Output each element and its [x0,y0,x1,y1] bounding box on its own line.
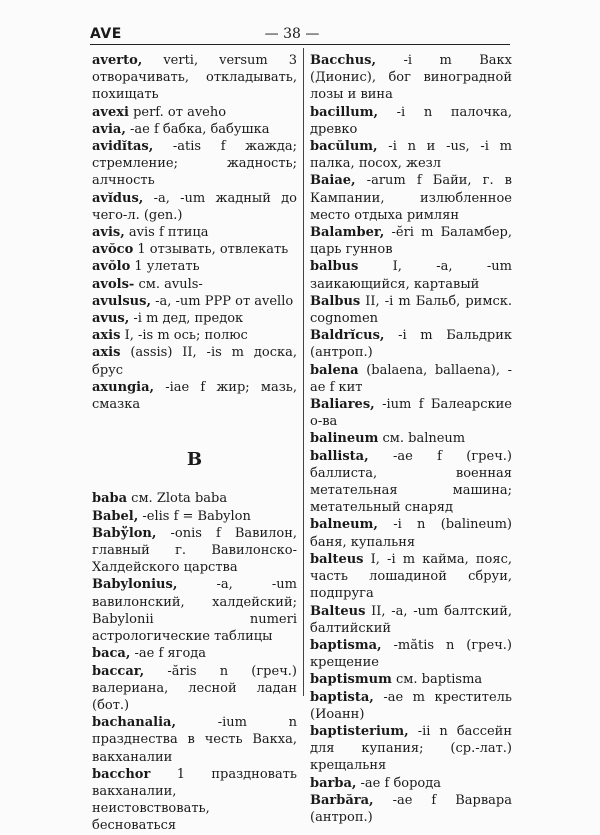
entry-headword: Babўlon, [92,525,157,541]
entry-headword: bacillum, [310,104,378,120]
dictionary-entry [92,663,297,715]
section-letter: B [186,449,203,471]
right-column-entries [310,52,512,826]
dictionary-entry [92,525,297,577]
entry-headword: avŏlo [92,259,131,275]
dictionary-entry [310,448,512,517]
entry-definition: avis f птица [124,225,209,241]
entry-headword: baccar, [92,663,145,679]
dictionary-entry [310,430,512,447]
entry-headword: baptisterium, [310,723,409,739]
entry-headword: avidĭtas, [92,139,154,155]
entry-definition: -a, -um PPP от avello [150,293,294,309]
dictionary-entry [92,766,297,835]
entry-definition: -ae f бабка, бабушка [125,121,270,137]
entry-headword: Barbăra, [310,792,374,808]
entry-definition: II, -a, -um балтский, балтийский [310,603,512,636]
dictionary-entry [92,310,297,327]
page-number: — 38 — [264,26,320,42]
entry-headword: avus, [92,311,130,327]
entry-headword: baca, [92,646,131,662]
dictionary-entry [92,138,297,190]
entry-headword: axis [92,345,121,361]
entry-headword: avis, [92,225,125,241]
entry-headword: balneum, [310,517,378,533]
running-head: AVE [90,26,122,42]
entry-headword: balbus [310,259,359,275]
dictionary-entry [92,327,297,344]
entry-definition: -onis f Вавилон, главный г. Вавилонско-Халдейского царства [92,525,297,576]
entry-definition: 1 улетать [130,259,200,275]
entry-definition: 1 отзывать, отвлекать [133,242,289,258]
entry-definition: -a, -um жадный до чего-л. (gen.) [92,190,297,223]
entry-definition: -ae f борода [356,775,442,791]
dictionary-entry [310,671,512,688]
dictionary-entry [310,362,512,396]
left-column-entries-bottom [92,490,297,834]
entry-definition: -elis f = Babylon [138,508,251,524]
dictionary-entry [310,723,512,775]
dictionary-entry [92,224,297,241]
dictionary-entry [310,224,512,258]
entry-definition: -arum f Байи, г. в Кампании, излюбленное место отдыха римлян [310,173,512,223]
entry-headword: Baldrĭcus, [310,328,385,344]
entry-headword: Baliares, [310,397,375,413]
dictionary-entry [92,190,297,224]
dictionary-entry [310,138,512,172]
entry-definition: -i m Вакх (Дионис), бог виноградной лозы и вина [310,53,512,103]
dictionary-entry [310,516,512,550]
right-column [310,52,512,826]
dictionary-entry [92,52,297,104]
dictionary-entry [92,276,297,293]
entry-headword: Balteus [310,603,366,619]
dictionary-entry [310,52,512,104]
dictionary-entry [92,121,297,138]
entry-headword: baptismum [310,672,392,688]
dictionary-entry [92,241,297,258]
entry-headword: avols- [92,276,135,292]
entry-definition: -ĕri m Баламбер, царь гуннов [310,225,512,258]
dictionary-entry [92,490,297,507]
entry-definition: -i n (balineum) баня, купальня [310,517,512,550]
entry-headword: bachanalia, [92,715,177,731]
dictionary-entry [310,775,512,792]
header-rule [90,44,510,45]
dictionary-entry [92,344,297,378]
entry-headword: balineum [310,431,379,447]
entry-definition: perf. от aveho [128,104,227,120]
entry-definition: I, -a, -um заикающийся, картавый [310,259,512,292]
dictionary-entry [92,714,297,766]
entry-definition: -ii n бассейн для купания; (ср.-лат.) крещальня [310,723,512,774]
entry-definition: -iae f жир; мазь, смазка [92,379,297,413]
entry-definition: I, -i m кайма, пояс, часть лошадиной сбруи, подпруга [310,551,512,602]
entry-headword: balteus [310,551,364,567]
entry-headword: Baiae, [310,173,356,189]
column-divider [303,48,304,696]
entry-definition: -i n и -us, -i m палка, посох, жезл [310,139,512,172]
dictionary-entry [310,637,512,671]
entry-definition: (assis) II, -is m доска, брус [92,345,297,378]
entry-headword: baba [92,491,128,507]
dictionary-entry [92,379,297,413]
dictionary-entry [92,104,297,121]
entry-definition: -ae m креститель (Иоанн) [310,689,512,722]
entry-definition: I, -is m ось; полюс [120,328,248,344]
entry-headword: Bacchus, [310,53,376,68]
dictionary-entry [310,104,512,138]
entry-headword: baptisma, [310,637,382,653]
dictionary-entry [310,258,512,292]
entry-definition: -i m Бальдрик (антроп.) [310,328,512,361]
entry-definition: -ae f (греч.) баллиста, военная метательная машина; метательный снаряд [310,448,512,516]
entry-definition: -i n палочка, древко [310,104,512,137]
entry-headword: bacchor [92,766,151,782]
entry-headword: balena [310,362,359,378]
dictionary-entry [92,258,297,275]
left-column-entries-top [92,52,297,413]
entry-definition: см. avuls- [134,276,203,292]
page-header [72,26,512,44]
entry-definition: -ăris n (греч.) валериана, лесной ладан (бот.) [92,663,297,713]
dictionary-entry [92,508,297,525]
entry-headword: avexi [92,104,129,120]
entry-headword: avĭdus, [92,190,144,206]
entry-headword: baptista, [310,689,374,705]
entry-definition: 1 праздновать вакханалии, неистовствовать, беснoваться [92,766,297,834]
entry-headword: avertо, [92,53,143,68]
left-column [92,52,297,835]
entry-headword: barba, [310,775,357,791]
dictionary-entry [92,576,297,645]
entry-headword: axis [92,328,121,344]
entry-headword: ballista, [310,448,369,464]
entry-headword: avŏco [92,242,134,258]
dictionary-entry [92,293,297,310]
dictionary-entry [310,396,512,430]
entry-definition: verti, versum 3 отворачивать, откладывать, похищать [92,53,297,103]
entry-definition: -a, -um вавилонский, халдейский; Babylonii numeri астрологические таблицы [92,577,297,645]
entry-headword: axungia, [92,379,155,395]
entry-definition: -ae f ягода [130,646,207,662]
entry-definition: см. balneum [378,431,466,447]
dictionary-entry [310,689,512,723]
entry-headword: bacŭlum, [310,139,378,155]
dictionary-entry [92,645,297,662]
entry-headword: Balamber, [310,225,385,241]
entry-headword: Balbus [310,293,361,309]
entry-definition: -ium f Балеарские о-ва [310,397,512,430]
entry-headword: Babylonius, [92,577,178,593]
dictionary-entry [310,551,512,603]
entry-definition: -ae f Варвара (антроп.) [310,792,512,825]
entry-definition: -mătis n (греч.) крещение [310,637,512,671]
dictionary-entry [310,293,512,327]
entry-definition: -atis f жажда; стремление; жадность; алчность [92,139,297,189]
dictionary-entry [310,172,512,224]
entry-definition: II, -i m Бальб, римск. cognomen [310,293,512,327]
dictionary-entry [310,792,512,826]
entry-headword: Babel, [92,508,139,524]
entry-definition: -i m дед, предок [129,311,244,327]
entry-definition: см. baptisma [391,672,483,688]
entry-definition: см. Zlota baba [127,491,228,507]
dictionary-entry [310,603,512,637]
entry-definition: -ium n празднества в честь Вакха, вакханалии [92,715,297,765]
entry-headword: avulsus, [92,293,151,309]
entry-definition: (balaena, ballaena), -ae f кит [310,362,512,395]
entry-headword: avia, [92,121,126,137]
dictionary-entry [310,327,512,361]
